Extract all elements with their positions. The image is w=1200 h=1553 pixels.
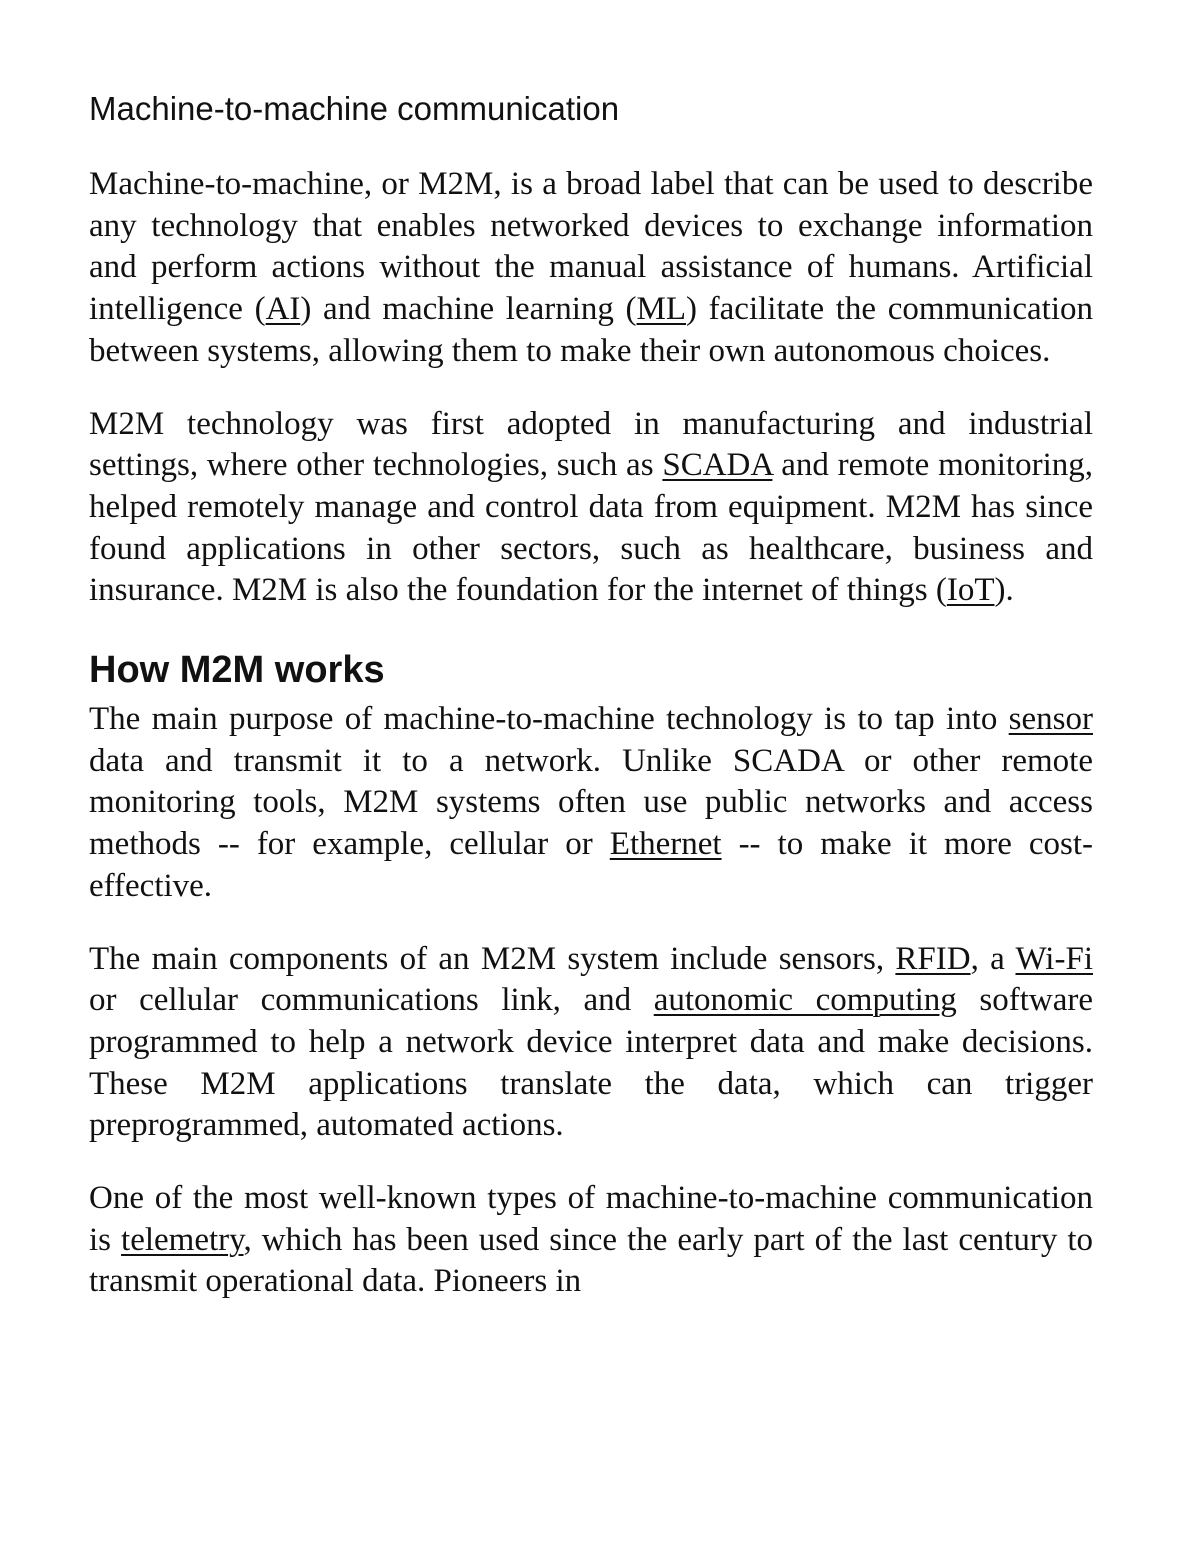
link-ethernet[interactable]: Ethernet (609, 826, 722, 863)
link-autonomic-computing[interactable]: autonomic computing (653, 982, 957, 1019)
intro-paragraph-1 (89, 164, 1093, 373)
text-run: software programmed to help a network device interpret data and make decisions. These M2M applications translate the data, which can trigger preprogrammed, automated actions. (89, 982, 1093, 1144)
text-run: One of the most well-known types of machine-to-machine communication is (89, 1180, 1093, 1258)
how-paragraph-2 (89, 939, 1093, 1148)
link-scada[interactable]: SCADA (662, 447, 773, 484)
link-iot[interactable]: IoT (946, 572, 995, 609)
text-run: , a (970, 940, 1016, 977)
link-ai[interactable]: AI (265, 291, 301, 328)
intro-paragraph-2 (89, 404, 1093, 613)
how-paragraph-1 (89, 699, 1093, 908)
link-sensor[interactable]: sensor (1008, 701, 1093, 738)
document-page (89, 82, 1093, 1334)
text-run: ). (994, 572, 1014, 609)
text-run: The main components of an M2M system include sensors, (89, 940, 896, 977)
text-run: -- to make it more cost-effective. (89, 826, 1093, 904)
text-run: ) facilitate the communication between systems, allowing them to make their own autonomous choices. (89, 291, 1093, 369)
text-run: , which has been used since the early part of the last century to transmit operational data. Pioneers in (89, 1221, 1093, 1300)
text-run: The main purpose of machine-to-machine technology is to tap into (89, 701, 1009, 738)
link-rfid[interactable]: RFID (895, 940, 971, 977)
text-run: Machine-to-machine, or M2M, is a broad label that can be used to describe any technology that enables networked devices to exchange information and perform actions without the manual assistance of humans. Artificial intelligence ( (89, 166, 1093, 328)
document-title: Machine-to-machine communication (89, 90, 620, 127)
link-wifi[interactable]: Wi-Fi (1015, 940, 1093, 977)
link-telemetry[interactable]: telemetry (121, 1221, 244, 1258)
link-ml[interactable]: ML (636, 291, 687, 328)
text-run: or cellular communications link, and (89, 982, 654, 1019)
how-paragraph-3 (89, 1178, 1093, 1303)
section-heading-how-m2m-works: How M2M works (89, 649, 385, 692)
text-run: and remote monitoring, helped remotely manage and control data from equipment. M2M has since found applications in other sectors, such as healthcare, business and insurance. M2M is also the foundation for the internet of things ( (89, 447, 1093, 609)
text-run: data and transmit it to a network. Unlike SCADA or other remote monitoring tools, M2M systems often use public networks and access methods -- for example, cellular or (89, 742, 1093, 863)
text-run: M2M technology was first adopted in manufacturing and industrial settings, where other technologies, such as (89, 405, 1093, 484)
text-run: ) and machine learning ( (300, 291, 637, 328)
